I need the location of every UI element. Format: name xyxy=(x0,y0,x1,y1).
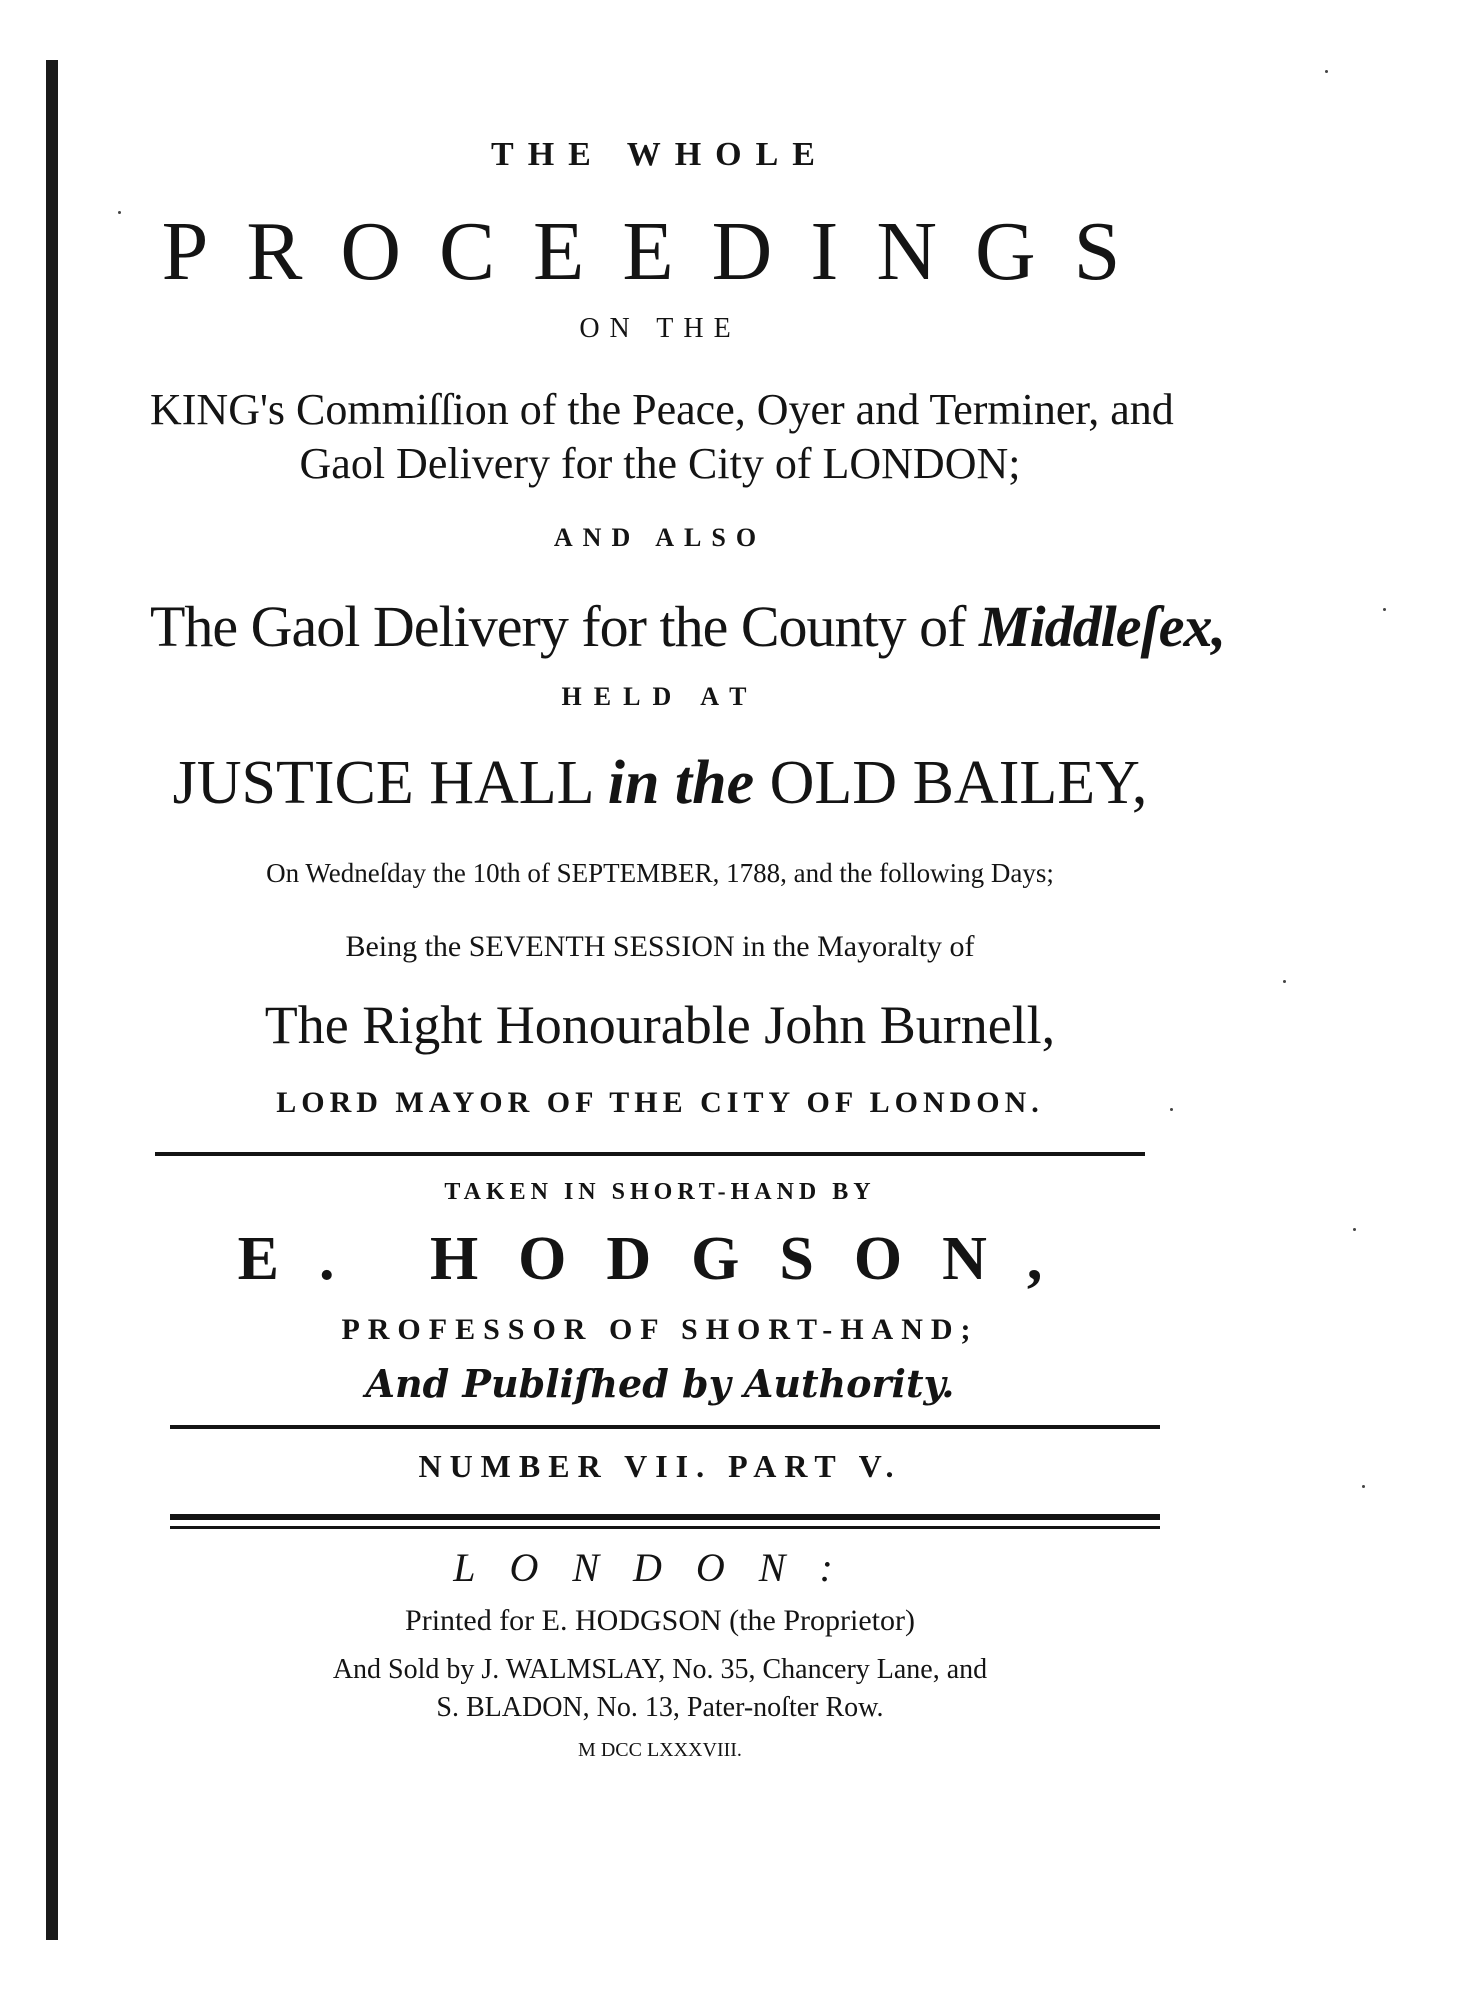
speck xyxy=(1325,70,1328,73)
speck xyxy=(1383,608,1386,611)
justice-hall: JUSTICE HALL xyxy=(172,749,593,817)
speck xyxy=(1170,1108,1173,1111)
speck xyxy=(1362,1485,1365,1488)
london-line: LONDON: xyxy=(453,1545,867,1590)
printed-line: Printed for E. HODGSON (the Proprietor) xyxy=(405,1604,915,1637)
heading-held-at: HELD AT xyxy=(561,682,759,711)
county-line xyxy=(150,594,1226,659)
binding-edge xyxy=(46,60,58,1940)
divider-rule xyxy=(155,1152,1145,1156)
heading-the-whole: THE WHOLE xyxy=(491,136,829,173)
mayor-title: LORD MAYOR OF THE CITY OF LONDON. xyxy=(276,1086,1044,1119)
heading-proceedings: PROCEEDINGS xyxy=(161,205,1159,298)
old-bailey: OLD BAILEY, xyxy=(769,749,1148,817)
heading-and-also: AND ALSO xyxy=(553,523,767,552)
mayor-name: The Right Honourable John Burnell, xyxy=(264,995,1056,1055)
sold-line-1: And Sold by J. WALMSLAY, No. 35, Chancery Lane, and xyxy=(332,1654,988,1685)
county-prefix: The Gaol Delivery for the County of xyxy=(150,594,966,659)
divider-rule xyxy=(170,1526,1160,1529)
professor-line: PROFESSOR OF SHORT-HAND; xyxy=(341,1313,979,1346)
speck xyxy=(1283,980,1286,983)
commission-line-1: KING's Commiſſion of the Peace, Oyer and Terminer, and xyxy=(150,385,1174,434)
heading-on-the: ON THE xyxy=(579,313,741,344)
justice-hall-line xyxy=(150,749,1170,817)
sold-line-2: S. BLADON, No. 13, Pater-noſter Row. xyxy=(436,1692,884,1723)
number-line: NUMBER VII. PART V. xyxy=(418,1448,902,1484)
divider-rule xyxy=(170,1514,1160,1520)
published-line: And Publiſhed by Authority. xyxy=(365,1361,955,1406)
hodgson-name: E. HODGSON, xyxy=(237,1225,1083,1293)
county-name: Middleſex, xyxy=(978,594,1226,659)
taken-line: TAKEN IN SHORT-HAND BY xyxy=(444,1179,876,1205)
year-line: M DCC LXXXVIII. xyxy=(578,1739,742,1761)
date-line: On Wedneſday the 10th of SEPTEMBER, 1788, and the following Days; xyxy=(266,858,1054,888)
session-line: Being the SEVENTH SESSION in the Mayoralty of xyxy=(345,930,975,963)
speck xyxy=(118,211,121,214)
divider-rule xyxy=(170,1425,1160,1429)
speck xyxy=(1353,1228,1356,1231)
commission-line-2: Gaol Delivery for the City of LONDON; xyxy=(299,439,1021,488)
in-the: in the xyxy=(607,749,755,817)
